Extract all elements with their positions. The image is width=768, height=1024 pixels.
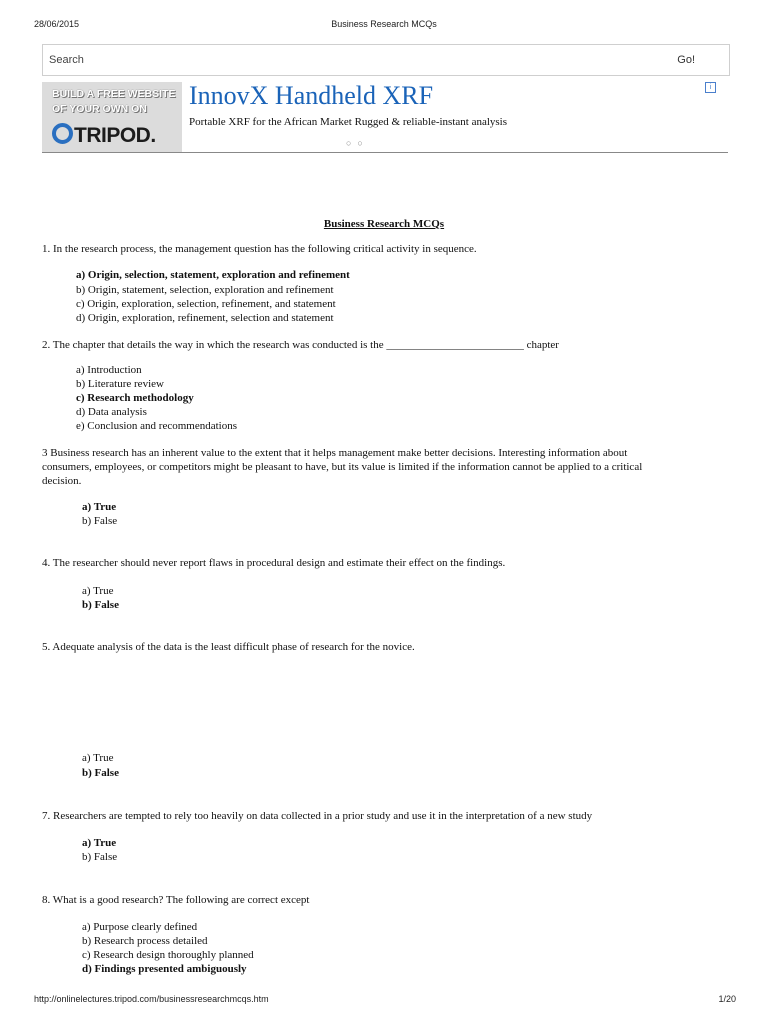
q8-option-a: a) Purpose clearly defined — [82, 921, 198, 933]
question-5: 5. Adequate analysis of the data is the least difficult phase of research for the novice. — [42, 641, 415, 653]
tripod-brand: TRIPOD. — [74, 124, 156, 147]
q6-option-a: a) True — [82, 752, 114, 764]
ad-description: Portable XRF for the African Market Rugged & reliable-instant analysis — [189, 116, 508, 128]
question-7: 7. Researchers are tempted to rely too heavily on data collected in a prior study and use it in the interpretation of a new study — [42, 810, 593, 822]
ad-pagination-dots[interactable]: ○○ — [346, 138, 369, 148]
q7-option-a: a) True — [82, 837, 117, 849]
ad-banner[interactable] — [42, 82, 728, 153]
question-8: 8. What is a good research? The following are correct except — [42, 894, 310, 906]
q2-option-a: a) Introduction — [76, 364, 142, 376]
q1-option-a: a) Origin, selection, statement, exploration and refinement — [76, 269, 350, 281]
print-header-title: Business Research MCQs — [331, 19, 437, 29]
search-bar — [42, 44, 730, 76]
print-date: 28/06/2015 — [34, 19, 80, 29]
question-3-line-2: consumers, employees, or competitors might be pleasant to have, but its value is limited if the information cannot be applied to a critical — [42, 461, 643, 473]
q8-option-c: c) Research design thoroughly planned — [82, 949, 254, 961]
ad-info-icon[interactable]: i — [705, 82, 716, 93]
question-3-line-3: decision. — [42, 475, 82, 487]
q1-option-d: d) Origin, exploration, refinement, selection and statement — [76, 312, 334, 324]
tripod-ring-icon — [52, 123, 73, 144]
footer-url[interactable]: http://onlinelectures.tripod.com/businessresearchmcqs.htm — [34, 994, 269, 1004]
question-1: 1. In the research process, the management question has the following critical activity in sequence. — [42, 243, 477, 255]
q1-option-c: c) Origin, exploration, selection, refinement, and statement — [76, 298, 336, 310]
q7-option-b: b) False — [82, 851, 118, 863]
q1-option-b: b) Origin, statement, selection, exploration and refinement — [76, 284, 334, 296]
q4-option-b: b) False — [82, 599, 119, 611]
question-2: 2. The chapter that details the way in which the research was conducted is the _________________________ chapter — [42, 339, 559, 351]
q2-option-b: b) Literature review — [76, 378, 164, 390]
ad-title-link[interactable]: InnovX Handheld XRF — [189, 81, 434, 110]
question-3-line-1: 3 Business research has an inherent value to the extent that it helps management make better decisions. Interesting information about — [42, 447, 628, 459]
go-button[interactable]: Go! — [677, 54, 695, 66]
document-title: Business Research MCQs — [323, 218, 445, 230]
q4-option-a: a) True — [82, 585, 114, 597]
q6-option-b: b) False — [82, 767, 119, 779]
tripod-ad-line2: OF YOUR OWN ON — [52, 103, 147, 115]
q2-option-e: e) Conclusion and recommendations — [76, 420, 237, 432]
tripod-ad-line1: BUILD A FREE WEBSITE — [52, 88, 176, 100]
tripod-ad[interactable] — [42, 82, 182, 152]
footer-page-number: 1/20 — [718, 994, 736, 1004]
question-4: 4. The researcher should never report flaws in procedural design and estimate their effect on the findings. — [42, 557, 506, 569]
tripod-logo — [52, 123, 156, 148]
q8-option-b: b) Research process detailed — [82, 935, 208, 947]
q3-option-a: a) True — [82, 501, 117, 513]
q2-option-d: d) Data analysis — [76, 406, 147, 418]
q8-option-d: d) Findings presented ambiguously — [82, 963, 247, 975]
q2-option-c: c) Research methodology — [76, 392, 194, 404]
search-input[interactable]: Search — [49, 54, 84, 66]
q3-option-b: b) False — [82, 515, 118, 527]
